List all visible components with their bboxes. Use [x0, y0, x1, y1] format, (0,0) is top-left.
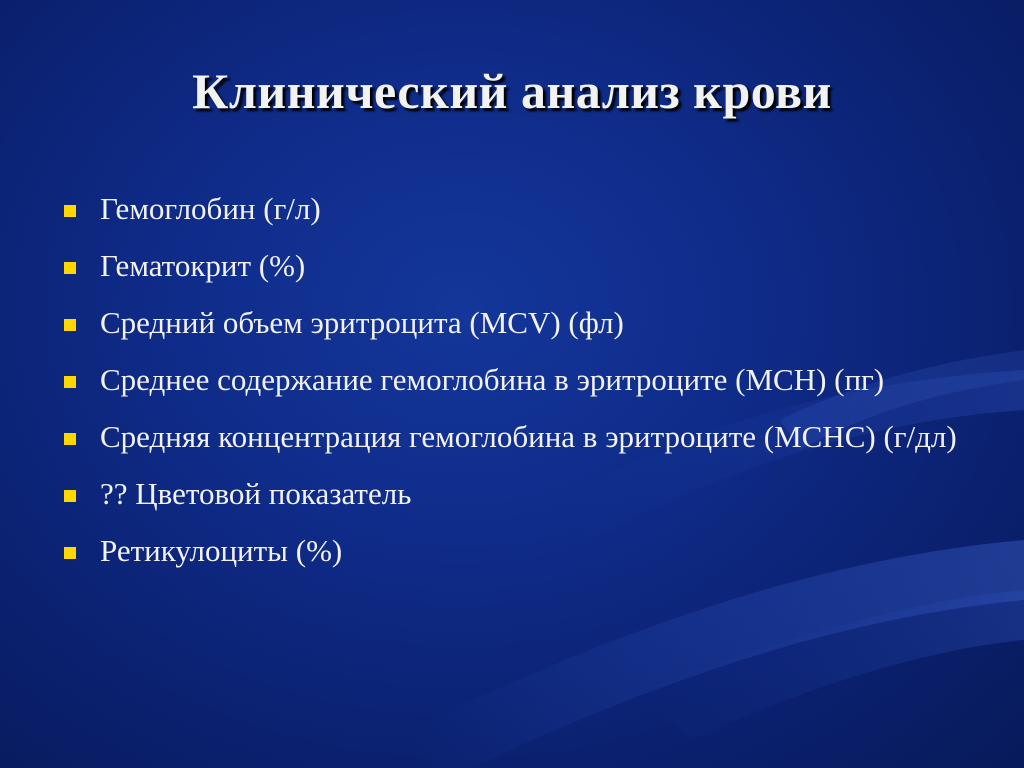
list-item [60, 247, 960, 285]
list-item-text: Гемоглобин (г/л) [100, 191, 321, 226]
list-item [60, 532, 960, 570]
square-bullet-icon [64, 490, 76, 502]
list-item-text: ?? Цветовой показатель [100, 476, 412, 511]
list-item-text: Средний объем эритроцита (MCV) (фл) [100, 305, 624, 340]
list-item [60, 418, 960, 456]
square-bullet-icon [64, 205, 76, 217]
slide-title: Клинический анализ крови [192, 63, 832, 119]
list-item-text: Средняя концентрация гемоглобина в эритроците (MCHC) (г/дл) [100, 419, 957, 454]
list-item-text: Среднее содержание гемоглобина в эритроците (MCH) (пг) [100, 362, 885, 397]
list-item-text: Ретикулоциты (%) [100, 533, 343, 568]
square-bullet-icon [64, 376, 76, 388]
list-item [60, 475, 960, 513]
list-item [60, 304, 960, 342]
square-bullet-icon [64, 433, 76, 445]
list-item [60, 190, 960, 228]
list-item-text: Гематокрит (%) [100, 248, 306, 283]
square-bullet-icon [64, 319, 76, 331]
square-bullet-icon [64, 262, 76, 274]
square-bullet-icon [64, 547, 76, 559]
list-item [60, 361, 960, 399]
bullet-list [60, 190, 960, 589]
